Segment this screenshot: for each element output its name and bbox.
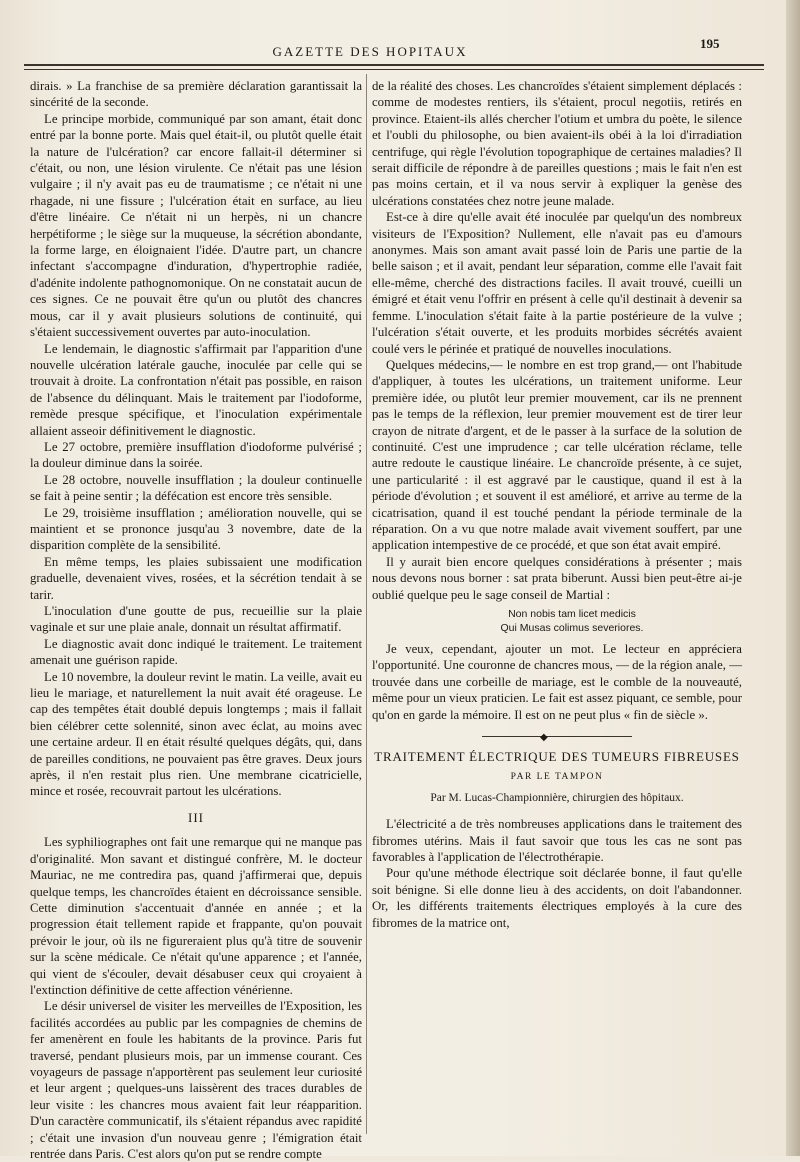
right-column	[372, 78, 742, 931]
paragraph: Le désir universel de visiter les merveilles de l'Exposition, les facilités accordées au public par les compagnies de chemins de fer amenèrent en foule les habitants de la province. Paris fut traversé, pendant plusieurs mois, par un immense courant. Ces voyageurs de passage n'apportèrent pas seulement leur curiosité et leur argent ; quelques-uns laissèrent des traces durables de leur visite : les chancres mous avaient fait leur réapparition. D'un caractère communicatif, ils s'étaient répandus avec rapidité ; c'était une invasion d'un nouveau genre ; l'émigration était rentrée dans Paris. C'est alors qu'on put se rendre compte	[30, 999, 362, 1161]
paragraph: L'électricité a de très nombreuses applications dans le traitement des fibromes utérins. Mais il faut savoir que tous les cas ne sont pas favorables à l'application de l'électrothérapie.	[372, 817, 742, 865]
page-number: 195	[700, 36, 720, 51]
article-separator	[372, 732, 742, 744]
article-subtitle: PAR LE TAMPON	[510, 772, 604, 783]
column-divider	[366, 74, 367, 1134]
paragraph: Le principe morbide, communiqué par son amant, était donc entré par la bonne porte. Mais quel était-il, ou plutôt quelle était la nature de l'ulcération? car encore fallait-il déterminer si c'était, ou non, une lésion virulente. Ce n'était pas une lésion vulgaire ; il n'y avait pas eu de traumatisme ; ce n'était ni une rhagade, ni une fissure ; l'ulcération était en surface, au lieu d'être linéaire. Ce n'était ni un herpès, ni un chancre herpétiforme ; le siège sur la muqueuse, la sécrétion abondante, la forme large, en éloignaient l'idée. D'autre part, un chancre infectant s'accompagne d'induration, d'hypertrophie radiée, d'adénite indolente pathognomonique. On ne constatait aucun de ces signes. Ce ne pouvait être qu'un ou plutôt des chancres mous, car il y avait plusieurs solutions de continuité, qui s'étaient successivement ouvertes par auto-inoculation.	[30, 111, 362, 340]
paragraph: Le 28 octobre, nouvelle insufflation ; la douleur continuelle se fait à peine sentir ; la défécation est encore très sensible.	[30, 472, 362, 504]
paragraph: Quelques médecins,— le nombre en est trop grand,— ont l'habitude d'appliquer, à toutes les ulcérations, un traitement uniforme. Leur première idée, ou plutôt leur premier mouvement, car ils ne prennent pas le temps de la réflexion, leur premier mouvement est de tirer leur crayon de nitrate d'argent, et de le passer à la surface de la solution de continuité. C'est une imprudence ; car telle ulcération réclame, telle autre redoute le caustique linéaire. Le chancroïde présente, à ce sujet, une particularité : il est aggravé par le caustique, quand il est à la période d'évolution ; et souvent il est amélioré, et arrive au terme de la cicatrisation, quand il est touché pendant la période terminale de la réparation. On a vu que notre malade avait vivement souffert, par une application intempestive de ce procédé, et que son état avait empiré.	[372, 357, 742, 553]
separator-ornament-icon: ◆	[540, 732, 548, 744]
paragraph: Pour qu'une méthode électrique soit déclarée bonne, il faut qu'elle soit bénigne. Si elle donne lieu à des accidents, on doit l'abandonner. Or, les différents traitements électriques employés à la cure des fibromes de la matrice ont,	[372, 866, 742, 930]
paragraph: Le diagnostic avait donc indiqué le traitement. Le traitement amenait une guérison rapide.	[30, 636, 362, 668]
left-column	[30, 78, 362, 1162]
paragraph: dirais. » La franchise de sa première déclaration garantissait la sincérité de la seconde.	[30, 79, 362, 110]
paragraph: Le 29, troisième insufflation ; amélioration nouvelle, qui se maintient et se prononce jusqu'au 3 novembre, date de la disparition complète de la sensibilité.	[30, 505, 362, 553]
paragraph: Le 27 octobre, première insufflation d'iodoforme pulvérisé ; la douleur diminue dans la soirée.	[30, 439, 362, 471]
paragraph: Il y aurait bien encore quelques considérations à présenter ; mais nous devons nous borner : sat prata biberunt. Aussi bien peut-être ai-je oublié quelque peu le sage conseil de Martial :	[372, 554, 742, 602]
paragraph: Je veux, cependant, ajouter un mot. Le lecteur en appréciera l'opportunité. Une couronne de chancres mous, — de la région anale, — trouvée dans une corbeille de mariage, est le comble de la nouveauté, même pour un vieux praticien. Le fait est assez piquant, ce semble, pour qu'on en garde la mémoire. Il est on ne peut plus « fin de siècle ».	[372, 642, 742, 722]
paragraph: Le 10 novembre, la douleur revint le matin. La veille, avait eu lieu le mariage, et naturellement la nuit avait été orageuse. Le cap des tempêtes était doublé depuis longtemps ; mais il fallait bien célébrer cette solennité, sinon avec éclat, au moins avec une certaine ardeur. Il en était résulté quelques dégâts, qui, dans de pareilles conditions, ne pouvaient pas être graves. Deux jours après, il n'en restait plus rien. Une membrane cicatricielle, mince et rosée, recouvrait partout les ulcérations.	[30, 669, 362, 799]
paragraph: Est-ce à dire qu'elle avait été inoculée par quelqu'un des nombreux visiteurs de l'Exposition? Nullement, elle n'avait pas eu d'amours anonymes. Mais son amant avait passé loin de Paris une partie de la belle saison ; et il avait, pendant leur séparation, comme elle l'avait fait elle-même, cherché des distractions faciles. Il avait trouvé, cueilli un émigré et était venu l'offrir en présent à celle qu'il destinait à devenir sa femme. L'inoculation s'était faite à la partie postérieure de la vulve ; l'ulcération s'était ouverte, et les produits morbides sécrétés avaient coulé vers le périnée et pratiqué de nouvelles inoculations.	[372, 210, 742, 356]
paragraph: L'inoculation d'une goutte de pus, recueillie sur la plaie vaginale et sur une plaie anale, donnait un résultat affirmatif.	[30, 604, 362, 635]
article-title: TRAITEMENT ÉLECTRIQUE DES TUMEURS FIBREUSES	[374, 749, 740, 765]
paragraph: de la réalité des choses. Les chancroïdes s'étaient simplement déplacés : comme de modestes rentiers, ils s'étaient, procul negotiis, retirés en province. Etaient-ils allés chercher l'otium et umbra du poète, le silence et l'oubli du philosophe, ou bien avaient-ils obéi à la loi d'irradiation centrifuge, qui règle l'évolution topographique de certaines maladies? Il serait difficile de répondre à de pareilles questions ; mais le fait n'en est pas moins certain, et il va nous servir à expliquer la genèse des ulcérations constatées chez notre jeune malade.	[372, 79, 742, 208]
section-number: III	[188, 809, 204, 825]
book-spine-edge	[786, 0, 800, 1156]
running-header: GAZETTE DES HOPITAUX	[272, 44, 468, 59]
latin-quote	[372, 607, 742, 635]
article-author: Par M. Lucas-Championnière, chirurgien des hôpitaux.	[430, 791, 684, 804]
paragraph: Les syphiliographes ont fait une remarque qui ne manque pas d'originalité. Mon savant et distingué confrère, M. le docteur Mauriac, ne me contredira pas, quand j'affirmerai que, depuis quelque temps, les chancroïdes étaient en décroissance sensible. Cette diminution s'accentuait d'année en année ; et la progression était tellement rapide et frappante, qu'on pouvait prévoir le jour, où ils ne figureraient plus qu'à titre de souvenir sur la scène médicale. Ce n'était qu'une apparence ; et l'année, qui vient de s'écouler, devait désabuser ceux qui croyaient à l'extinction définitive de cette affection vénérienne.	[30, 835, 362, 997]
header-rule	[24, 64, 764, 66]
header-rule-thin	[24, 69, 764, 70]
paragraph: En même temps, les plaies subissaient une modification graduelle, devenaient vives, rosées, et la sécrétion tendait à se tarir.	[30, 554, 362, 602]
quote-line: Qui Musas colimus severiores.	[500, 622, 644, 634]
paragraph: Le lendemain, le diagnostic s'affirmait par l'apparition d'une nouvelle ulcération latérale gauche, inoculée par celle qui se trouvait à droite. La confrontation n'était pas possible, en raison de l'absence du délinquant. Mais le traitement par l'iodoforme, remède presque spécifique, et l'inoculation expérimentale allaient asseoir définitivement le diagnostic.	[30, 341, 362, 438]
quote-line: Non nobis tam licet medicis	[508, 608, 636, 620]
separator-line	[482, 736, 632, 737]
